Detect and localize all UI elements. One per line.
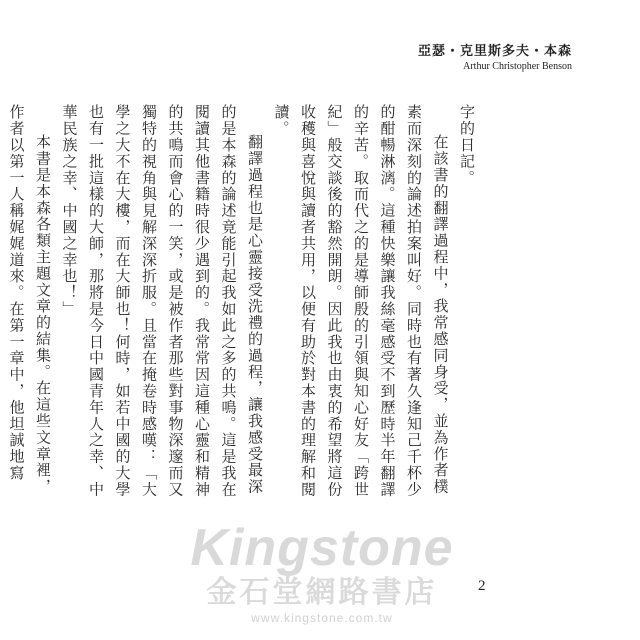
watermark xyxy=(172,520,472,626)
paragraph: 翻譯過程也是心靈接受洗禮的過程，讓我感受最深的是本森的論述竟能引起我如此之多的共鳴。這是我在閱讀其他書籍時很少遇到的。我常常因這種心靈和精神的共鳴而會心的一笑，或是被作者那些對事物深邃而又獨特的視角與見解深深折服。且當在掩卷時感嘆：「大學之大不在大樓，而在大師也！何時，如若中國的大學也有一批這樣的大師，那將是今日中國青年人之幸、中華民族之幸、中國之幸也！」 xyxy=(60,104,264,498)
watermark-store-name: 金石堂網路書店 xyxy=(206,575,438,610)
paragraph: 在該書的翻譯過程中，我常感同身受，並為作者樸素而深刻的論述拍案叫好。同時也有著久逢知己千杯少的酣暢淋漓。這種快樂讓我絲毫感受不到歷時半年翻譯的辛苦。取而代之的是導師殷的引領與知心好友「跨世紀」般交談後的豁然開朗。因此我也由衷的希望將這份收穫與喜悅與讀者共用，以便有助於對本書的理解和閱讀。 xyxy=(272,104,450,498)
watermark-brand: Kingstone xyxy=(190,519,454,577)
paragraph: 本書是本森各類主題文章的結集。在這些文章裡，作者以第一人稱娓娓道來。在第一章中，他坦誠地寫 xyxy=(7,104,52,495)
author-name-chinese: 亞瑟・克里斯多夫・本森 xyxy=(417,44,572,59)
running-header xyxy=(418,44,572,74)
page-number: 2 xyxy=(478,578,486,594)
vertical-body-text xyxy=(7,104,480,504)
watermark-url: www.kingstone.com.tw xyxy=(251,611,393,625)
author-name-english: Arthur Christopher Benson xyxy=(463,61,572,72)
paragraph: 字的日記。 xyxy=(458,104,476,186)
